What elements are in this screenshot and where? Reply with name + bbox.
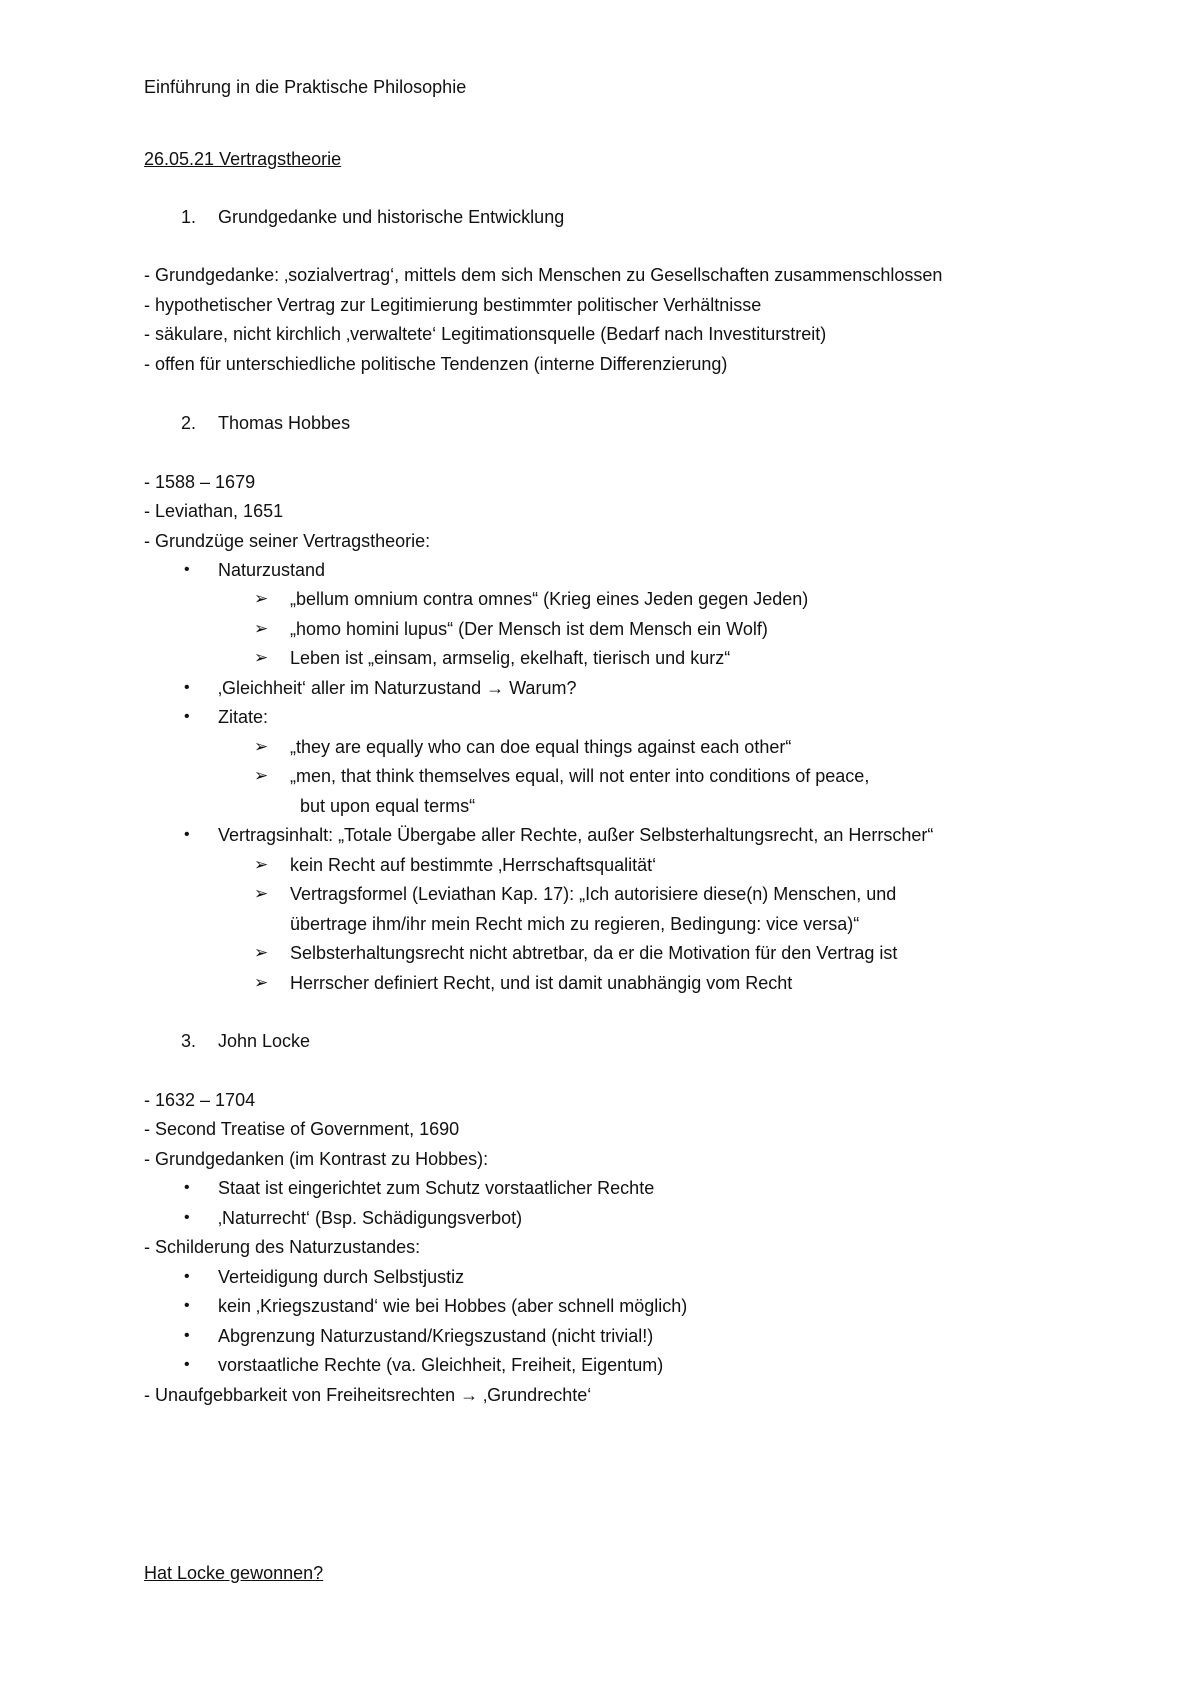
bullet-icon: • [184,1327,190,1344]
bullet-icon: • [184,1179,190,1196]
text-line: - Second Treatise of Government, 1690 [144,1119,460,1139]
text-line: - Grundgedanke: ‚sozialvertrag‘, mittels dem sich Menschen zu Gesellschaften zusammenschlossen [144,265,943,285]
arrow-bullet-icon: ➢ [254,973,269,992]
section-title: John Locke [218,1031,311,1051]
sub-item: „men, that think themselves equal, will not enter into conditions of peace, [290,766,870,786]
section-number: 3. [181,1031,197,1051]
text-line: - Grundgedanken (im Kontrast zu Hobbes): [144,1149,489,1169]
section-title: Grundgedanke und historische Entwicklung [218,207,565,227]
bullet-icon: • [184,826,190,843]
sub-item: „homo homini lupus“ (Der Mensch ist dem Mensch ein Wolf) [290,619,768,639]
text-line: - 1632 – 1704 [144,1090,256,1110]
text-line: - 1588 – 1679 [144,472,256,492]
sub-item: „bellum omnium contra omnes“ (Krieg eines Jeden gegen Jeden) [290,589,809,609]
bullet-item: Verteidigung durch Selbstjustiz [218,1267,465,1287]
arrow-bullet-icon: ➢ [254,766,269,785]
bullet-item: vorstaatliche Rechte (va. Gleichheit, Freiheit, Eigentum) [218,1355,664,1375]
text-line: - Unaufgebbarkeit von Freiheitsrechten → ‚Grundrechte‘ [144,1385,592,1405]
text-line: - säkulare, nicht kirchlich ‚verwaltete‘ Legitimationsquelle (Bedarf nach Investiturstreit) [144,324,827,344]
arrow-bullet-icon: ➢ [254,619,269,638]
bullet-icon: • [184,1297,190,1314]
closing-heading: Hat Locke gewonnen? [144,1563,324,1583]
bullet-icon: • [184,561,190,578]
arrow-bullet-icon: ➢ [254,855,269,874]
text-line: - offen für unterschiedliche politische Tendenzen (interne Differenzierung) [144,354,728,374]
sub-item: Vertragsformel (Leviathan Kap. 17): „Ich autorisiere diese(n) Menschen, und [290,884,897,904]
lecture-heading: 26.05.21 Vertragstheorie [144,149,342,169]
text-line: - Grundzüge seiner Vertragstheorie: [144,531,431,551]
sub-item: kein Recht auf bestimmte ‚Herrschaftsqualität‘ [290,855,657,875]
sub-item: Selbsterhaltungsrecht nicht abtretbar, da er die Motivation für den Vertrag ist [290,943,898,963]
bullet-icon: • [184,708,190,725]
bullet-item: Abgrenzung Naturzustand/Kriegszustand (nicht trivial!) [218,1326,654,1346]
bullet-icon: • [184,679,190,696]
bullet-item: Vertragsinhalt: „Totale Übergabe aller Rechte, außer Selbsterhaltungsrecht, an Herrscher“ [218,825,934,845]
text-line: - Leviathan, 1651 [144,501,284,521]
bullet-item: ‚Naturrecht‘ (Bsp. Schädigungsverbot) [218,1208,523,1228]
sub-item-continuation: übertrage ihm/ihr mein Recht mich zu regieren, Bedingung: vice versa)“ [290,914,860,934]
text-line: - hypothetischer Vertrag zur Legitimierung bestimmter politischer Verhältnisse [144,295,762,315]
bullet-item: Staat ist eingerichtet zum Schutz vorstaatlicher Rechte [218,1178,655,1198]
bullet-item: Zitate: [218,707,269,727]
arrow-bullet-icon: ➢ [254,648,269,667]
section-number: 1. [181,207,197,227]
bullet-item: kein ‚Kriegszustand‘ wie bei Hobbes (aber schnell möglich) [218,1296,688,1316]
bullet-item: ‚Gleichheit‘ aller im Naturzustand → Warum? [218,678,577,698]
bullet-icon: • [184,1356,190,1373]
section-number: 2. [181,413,197,433]
bullet-icon: • [184,1209,190,1226]
section-title: Thomas Hobbes [218,413,351,433]
arrow-bullet-icon: ➢ [254,884,269,903]
bullet-icon: • [184,1268,190,1285]
document-title: Einführung in die Praktische Philosophie [144,77,467,97]
arrow-bullet-icon: ➢ [254,943,269,962]
sub-item-continuation: but upon equal terms“ [300,796,476,816]
sub-item: „they are equally who can doe equal things against each other“ [290,737,792,757]
bullet-item: Naturzustand [218,560,326,580]
sub-item: Herrscher definiert Recht, und ist damit unabhängig vom Recht [290,973,793,993]
arrow-bullet-icon: ➢ [254,737,269,756]
sub-item: Leben ist „einsam, armselig, ekelhaft, tierisch und kurz“ [290,648,731,668]
text-line: - Schilderung des Naturzustandes: [144,1237,421,1257]
arrow-bullet-icon: ➢ [254,589,269,608]
